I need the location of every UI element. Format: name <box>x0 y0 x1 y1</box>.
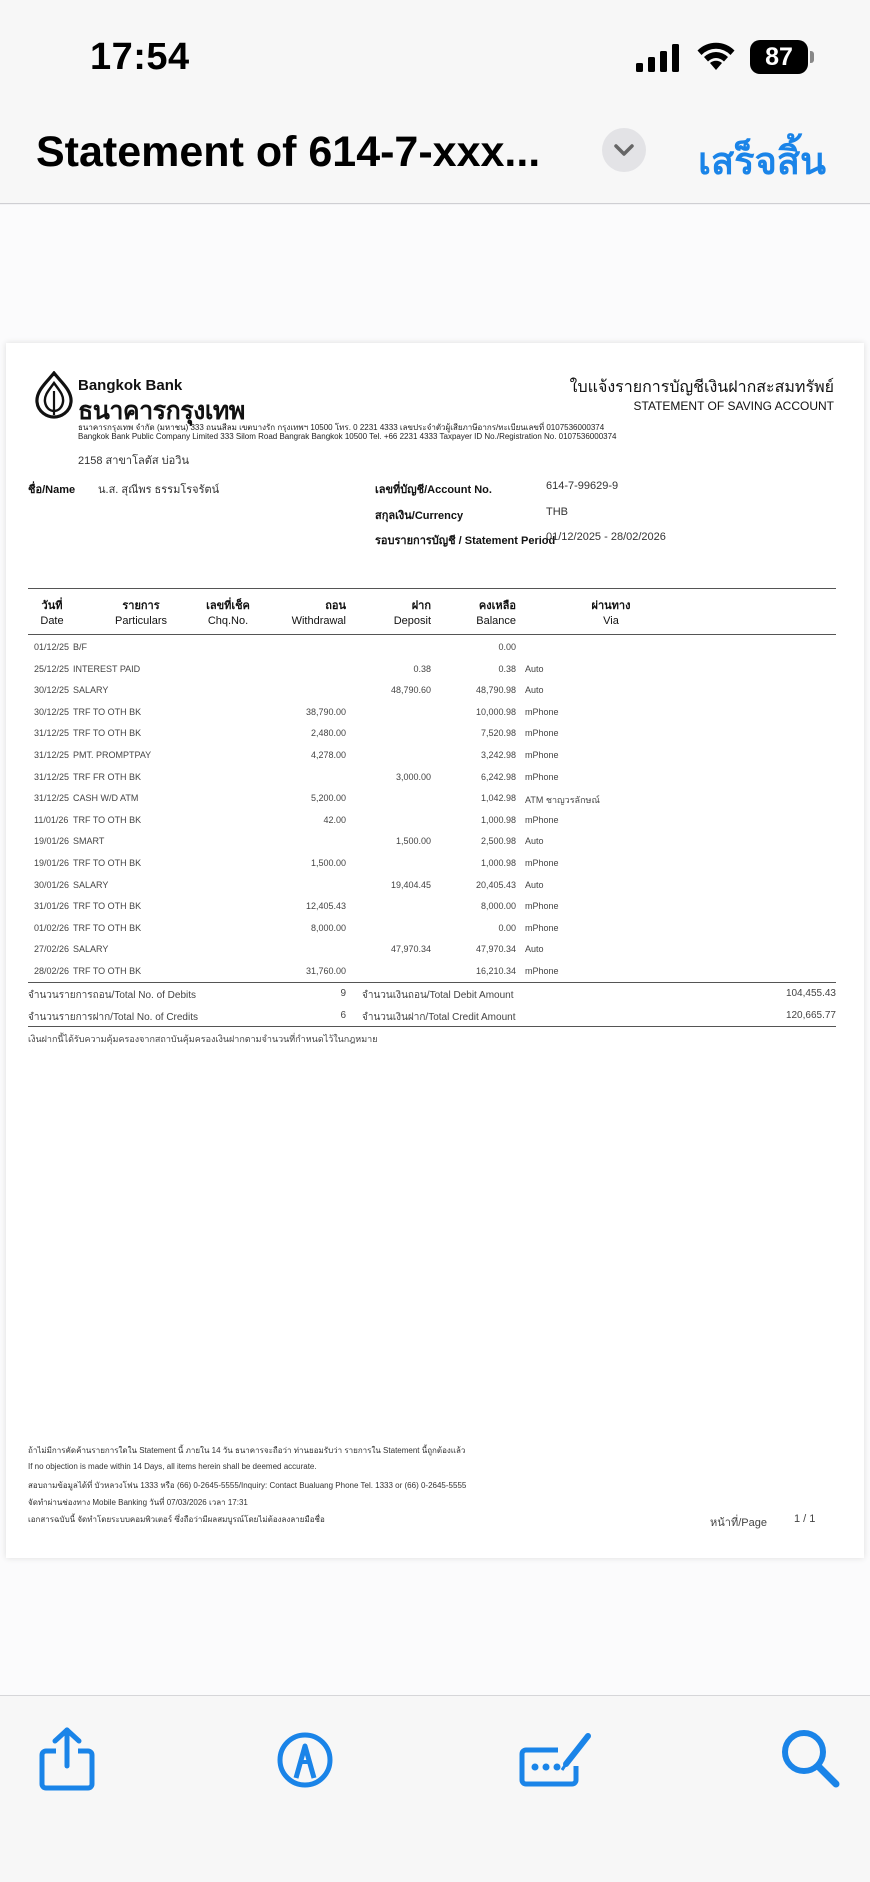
cell-via: Auto <box>525 879 544 890</box>
period-label: รอบรายการบัญชี / Statement Period <box>375 535 556 547</box>
header-deposit-en: Deposit <box>393 615 431 627</box>
cell-particulars: INTEREST PAID <box>73 663 141 674</box>
cell-particulars: SMART <box>73 836 105 847</box>
bottom-toolbar <box>0 1695 870 1882</box>
battery-level: 87 <box>750 40 808 74</box>
status-time: 17:54 <box>90 36 190 78</box>
header-balance-th: คงเหลือ <box>478 600 516 612</box>
credit-amount-label: จำนวนเงินฝาก/Total Credit Amount <box>362 1012 516 1023</box>
footer-line-1: ถ้าไม่มีการคัดค้านรายการใดใน Statement นี้ ภายใน 14 วัน ธนาคารจะถือว่า ท่านยอมรับว่า รายการใน Statement นี้ถูกต้องแล้ว <box>28 1446 466 1455</box>
cell-via: Auto <box>525 685 544 696</box>
cell-via: mPhone <box>525 814 559 825</box>
header-chq-en: Chq.No. <box>207 615 249 627</box>
header-deposit-th: ฝาก <box>411 600 431 612</box>
search-button[interactable] <box>776 1724 846 1794</box>
cell-balance: 1,000.98 <box>480 814 516 825</box>
cell-balance: 1,042.98 <box>480 793 516 804</box>
cell-deposit: 19,404.45 <box>390 879 431 890</box>
cell-balance: 0.38 <box>498 663 516 674</box>
cell-balance: 0.00 <box>498 922 516 933</box>
header-date-en: Date <box>40 615 64 627</box>
cell-via: Auto <box>525 836 544 847</box>
header-balance-en: Balance <box>476 615 516 627</box>
cell-particulars: CASH W/D ATM <box>73 793 139 804</box>
bangkok-bank-logo-icon <box>34 371 74 419</box>
title-menu-button[interactable] <box>602 128 646 172</box>
signature-icon <box>518 1724 594 1794</box>
cell-particulars: TRF FR OTH BK <box>73 771 141 782</box>
cell-balance: 8,000.00 <box>480 901 516 912</box>
table-top-rule <box>28 588 836 589</box>
debit-amount: 104,455.43 <box>785 988 836 999</box>
cell-via: mPhone <box>525 858 559 868</box>
cell-withdrawal: 5,200.00 <box>310 793 346 804</box>
cellular-signal-icon <box>636 44 680 72</box>
debits-count-label: จำนวนรายการถอน/Total No. of Debits <box>28 990 197 1001</box>
header-chq-th: เลขที่เช็ค <box>206 600 250 612</box>
cell-particulars: TRF TO OTH BK <box>73 966 142 976</box>
status-bar <box>0 0 870 110</box>
cell-deposit: 0.38 <box>413 663 431 674</box>
header-withdrawal-en: Withdrawal <box>291 615 346 627</box>
cell-balance: 16,210.34 <box>475 966 516 976</box>
cell-date: 01/12/25 <box>34 642 70 652</box>
header-date-th: วันที่ <box>41 600 63 612</box>
cell-balance: 7,520.98 <box>480 728 516 739</box>
footer-line-4: จัดทำผ่านช่องทาง Mobile Banking วันที่ 07/03/2026 เวลา 17:31 <box>28 1498 248 1507</box>
markup-icon <box>270 1724 340 1794</box>
cell-date: 01/02/26 <box>34 922 70 933</box>
header-via-en: Via <box>603 615 619 627</box>
cell-via: Auto <box>525 663 544 674</box>
currency-label: สกุลเงิน/Currency <box>375 510 464 522</box>
navigation-bar <box>0 110 870 204</box>
cell-via: Auto <box>525 944 544 955</box>
cell-balance: 6,242.98 <box>480 771 516 782</box>
cell-date: 30/01/26 <box>34 879 70 890</box>
account-label: เลขที่บัญชี/Account No. <box>375 484 492 496</box>
cell-withdrawal: 31,760.00 <box>305 966 346 976</box>
bank-address-en: Bangkok Bank Public Company Limited 333 Silom Road Bangrak Bangkok 10500 Tel. +66 2231 4333 Taxpayer ID No./Registration No. 0107536000374 <box>78 432 617 441</box>
cell-particulars: TRF TO OTH BK <box>73 901 142 912</box>
name-value: น.ส. สุณีพร ธรรมโรจรัตน์ <box>98 484 220 496</box>
cell-balance: 47,970.34 <box>475 944 516 955</box>
cell-particulars: SALARY <box>73 685 109 696</box>
cell-withdrawal: 42.00 <box>323 814 346 825</box>
cell-deposit: 1,500.00 <box>395 836 431 847</box>
cell-particulars: TRF TO OTH BK <box>73 858 142 868</box>
cell-via: mPhone <box>525 966 559 976</box>
cell-withdrawal: 2,480.00 <box>310 728 346 739</box>
deposit-protection-note: เงินฝากนี้ได้รับความคุ้มครองจากสถาบันคุ้มครองเงินฝากตามจำนวนที่กำหนดไว้ในกฎหมาย <box>28 1034 378 1044</box>
cell-date: 11/01/26 <box>34 814 69 825</box>
footer-line-3: สอบถามข้อมูลได้ที่ บัวหลวงโฟน 1333 หรือ (66) 0-2645-5555/Inquiry: Contact Bualuang Phone Tel. 1333 or (66) 0-2645-5555 <box>28 1481 467 1490</box>
cell-via: mPhone <box>525 728 559 739</box>
cell-withdrawal: 8,000.00 <box>310 922 346 933</box>
cell-withdrawal: 4,278.00 <box>310 750 346 760</box>
cell-balance: 48,790.98 <box>475 685 516 696</box>
cell-balance: 20,405.43 <box>475 879 516 890</box>
footer-line-5: เอกสารฉบับนี้ จัดทำโดยระบบคอมพิวเตอร์ ซึ่งถือว่ามีผลสมบูรณ์โดยไม่ต้องลงลายมือชื่อ <box>28 1515 325 1524</box>
cell-via: mPhone <box>525 750 559 760</box>
cell-date: 31/12/25 <box>34 771 70 782</box>
cell-withdrawal: 38,790.00 <box>305 706 346 717</box>
cell-date: 19/01/26 <box>34 836 70 847</box>
debits-count: 9 <box>340 988 346 999</box>
search-icon <box>776 1724 846 1794</box>
debit-amount-label: จำนวนเงินถอน/Total Debit Amount <box>362 990 514 1001</box>
cell-particulars: TRF TO OTH BK <box>73 922 142 933</box>
cell-particulars: TRF TO OTH BK <box>73 728 142 739</box>
wifi-icon <box>696 42 736 72</box>
cell-via: mPhone <box>525 771 559 782</box>
cell-date: 30/12/25 <box>34 685 70 696</box>
period-value: 01/12/2025 - 28/02/2026 <box>546 531 666 543</box>
account-value: 614-7-99629-9 <box>546 480 619 492</box>
battery-cap <box>810 51 814 63</box>
cell-particulars: SALARY <box>73 879 109 890</box>
cell-date: 19/01/26 <box>34 858 70 868</box>
summary-rule <box>28 1026 836 1027</box>
markup-button[interactable] <box>270 1724 340 1794</box>
cell-particulars: B/F <box>73 642 88 652</box>
page-label: หน้าที่/Page <box>710 1517 767 1529</box>
document-title[interactable]: Statement of 614-7-xxx... <box>36 128 541 176</box>
branch: 2158 สาขาโลตัส บ่อวิน <box>78 455 189 467</box>
bank-name-en: Bangkok Bank <box>78 377 183 394</box>
credits-count-label: จำนวนรายการฝาก/Total No. of Credits <box>28 1012 198 1023</box>
cell-withdrawal: 12,405.43 <box>305 901 346 912</box>
cell-date: 25/12/25 <box>34 663 70 674</box>
cell-particulars: TRF TO OTH BK <box>73 814 142 825</box>
statement-title-th: ใบแจ้งรายการบัญชีเงินฝากสะสมทรัพย์ <box>569 379 834 396</box>
credits-count: 6 <box>340 1010 346 1021</box>
table-bottom-rule <box>28 982 836 983</box>
cell-deposit: 48,790.60 <box>390 685 431 696</box>
header-particulars-en: Particulars <box>115 615 167 627</box>
cell-particulars: TRF TO OTH BK <box>73 706 142 717</box>
battery-indicator <box>750 40 814 74</box>
cell-date: 31/12/25 <box>34 728 70 739</box>
cell-via: mPhone <box>525 706 559 717</box>
chevron-down-icon <box>613 141 635 159</box>
cell-balance: 0.00 <box>498 642 516 652</box>
credit-amount: 120,665.77 <box>785 1010 836 1021</box>
cell-particulars: PMT. PROMPTPAY <box>73 750 152 760</box>
table-header-rule <box>28 634 836 635</box>
cell-date: 31/01/26 <box>34 901 70 912</box>
statement-page <box>6 343 864 1558</box>
header-particulars-th: รายการ <box>122 600 160 612</box>
footer-line-2: If no objection is made within 14 Days, all items herein shall be deemed accurate. <box>28 1462 317 1471</box>
cell-via: mPhone <box>525 922 559 933</box>
cell-balance: 10,000.98 <box>475 706 516 717</box>
currency-value: THB <box>546 506 568 518</box>
cell-balance: 1,000.98 <box>480 858 516 868</box>
share-button[interactable] <box>32 1724 102 1794</box>
cell-balance: 3,242.98 <box>480 750 516 760</box>
cell-balance: 2,500.98 <box>480 836 516 847</box>
cell-deposit: 3,000.00 <box>395 771 431 782</box>
cell-date: 31/12/25 <box>34 793 70 804</box>
header-via-th: ผ่านทาง <box>591 600 631 612</box>
bank-address-th: ธนาคารกรุงเทพ จำกัด (มหาชน) 333 ถนนสีลม เขตบางรัก กรุงเทพฯ 10500 โทร. 0 2231 4333 เลขประจำตัวผู้เสียภาษีอากร/ทะเบียนเลขที่ 0107536000374 <box>78 423 605 432</box>
cell-date: 28/02/26 <box>34 966 70 976</box>
cell-particulars: SALARY <box>73 944 109 955</box>
share-icon <box>32 1724 102 1794</box>
statement-title-en: STATEMENT OF SAVING ACCOUNT <box>633 399 834 413</box>
signature-button[interactable] <box>518 1724 594 1794</box>
done-button[interactable]: เสร็จสิ้น <box>698 141 827 183</box>
cell-via: mPhone <box>525 901 559 912</box>
cell-via: ATM ชาญวรลักษณ์ <box>525 795 600 806</box>
cell-date: 27/02/26 <box>34 944 70 955</box>
cell-date: 31/12/25 <box>34 750 70 760</box>
bank-name-th: ธนาคารกรุงเทพ <box>78 397 245 425</box>
cell-date: 30/12/25 <box>34 706 70 717</box>
cell-deposit: 47,970.34 <box>390 944 431 955</box>
page-value: 1 / 1 <box>794 1513 816 1525</box>
cell-withdrawal: 1,500.00 <box>310 858 346 868</box>
header-withdrawal-th: ถอน <box>325 600 346 612</box>
name-label: ชื่อ/Name <box>28 484 76 496</box>
